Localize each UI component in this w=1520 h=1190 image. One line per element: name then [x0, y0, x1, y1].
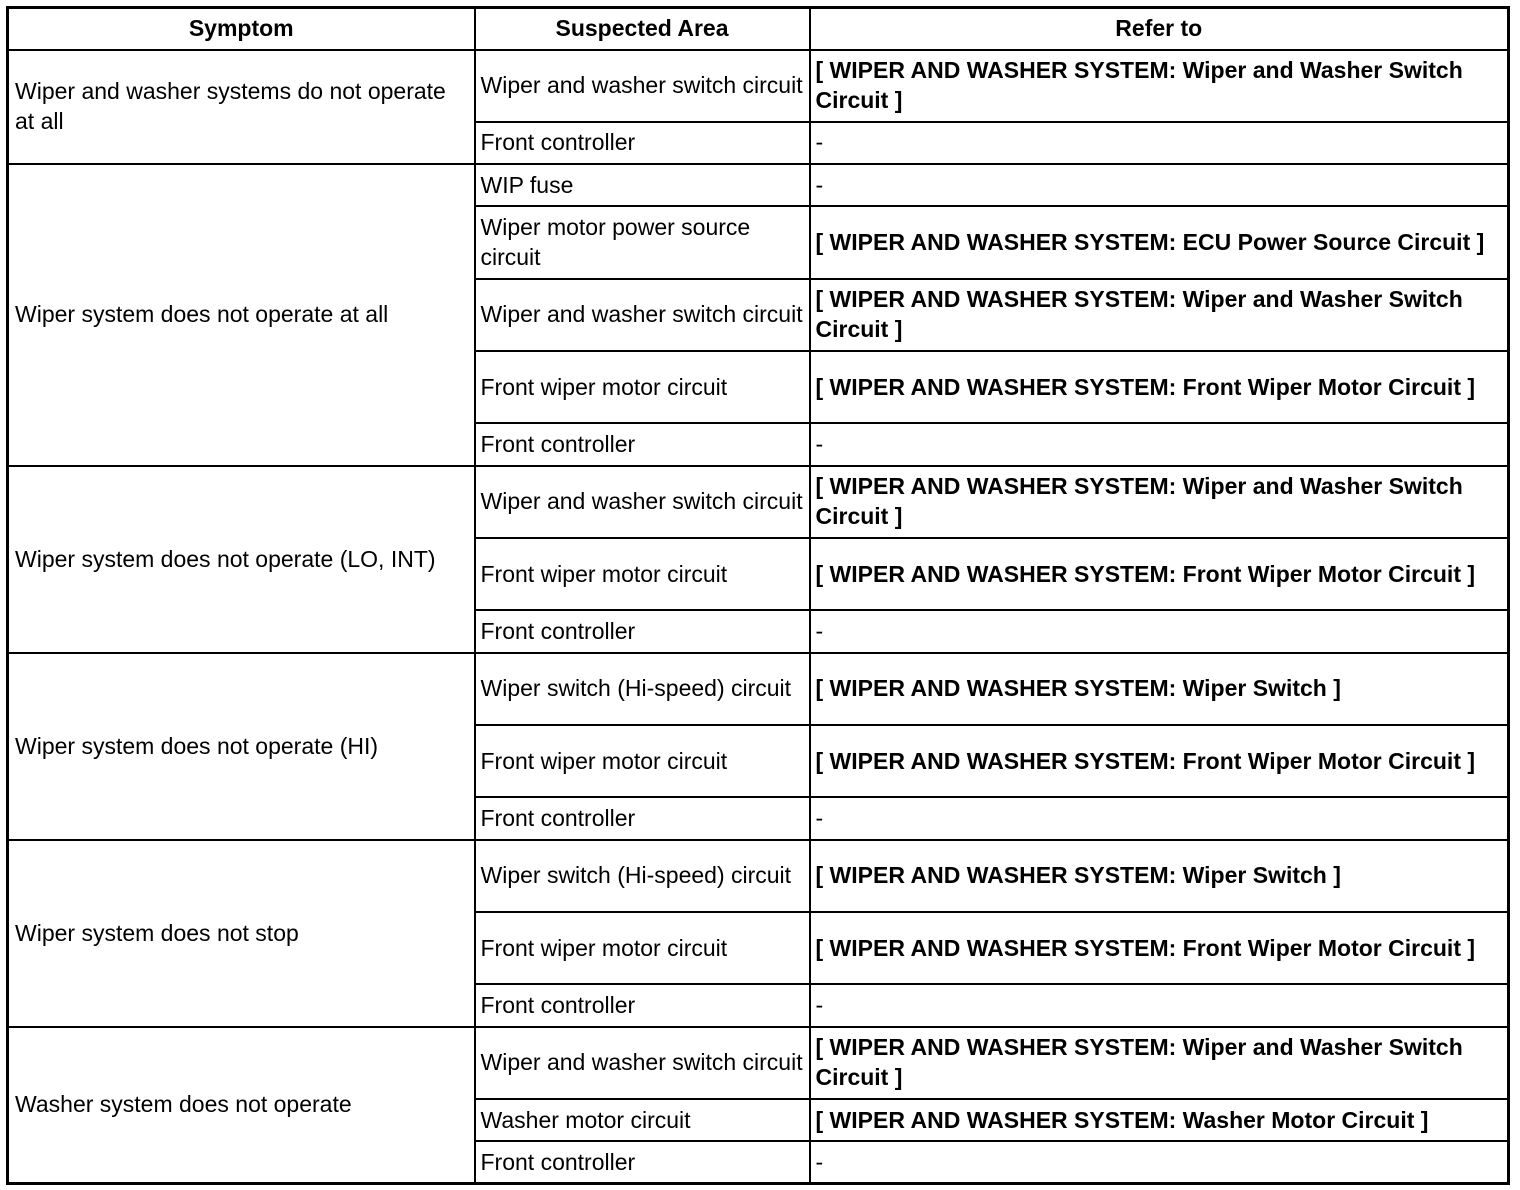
refer-to-link[interactable]: [ WIPER AND WASHER SYSTEM: Wiper and Washer Switch Circuit ] — [810, 466, 1509, 538]
suspected-area-cell: Front wiper motor circuit — [475, 538, 810, 610]
refer-to-link[interactable]: [ WIPER AND WASHER SYSTEM: Wiper and Washer Switch Circuit ] — [810, 1027, 1509, 1099]
refer-to-link[interactable]: [ WIPER AND WASHER SYSTEM: Front Wiper Motor Circuit ] — [810, 538, 1509, 610]
suspected-area-cell: Wiper switch (Hi-speed) circuit — [475, 653, 810, 725]
suspected-area-cell: Wiper and washer switch circuit — [475, 279, 810, 351]
header-suspected-area: Suspected Area — [475, 8, 810, 50]
refer-to-cell: - — [810, 1141, 1509, 1183]
suspected-area-cell: Front controller — [475, 1141, 810, 1183]
table-row — [8, 1027, 1509, 1099]
table-row — [8, 164, 1509, 206]
suspected-area-cell: Wiper switch (Hi-speed) circuit — [475, 840, 810, 912]
suspected-area-cell: Front wiper motor circuit — [475, 351, 810, 423]
header-symptom: Symptom — [8, 8, 475, 50]
suspected-area-cell: Front wiper motor circuit — [475, 912, 810, 984]
suspected-area-cell: Wiper motor power source circuit — [475, 206, 810, 278]
refer-to-link[interactable]: [ WIPER AND WASHER SYSTEM: ECU Power Source Circuit ] — [810, 206, 1509, 278]
header-row — [8, 8, 1509, 50]
table-row — [8, 840, 1509, 912]
refer-to-cell: - — [810, 122, 1509, 164]
suspected-area-cell: Wiper and washer switch circuit — [475, 466, 810, 538]
symptom-cell: Wiper system does not operate (LO, INT) — [8, 466, 475, 653]
refer-to-cell: - — [810, 610, 1509, 652]
table-row — [8, 466, 1509, 538]
troubleshooting-table — [6, 6, 1510, 1185]
suspected-area-cell: Wiper and washer switch circuit — [475, 50, 810, 122]
refer-to-link[interactable]: [ WIPER AND WASHER SYSTEM: Front Wiper Motor Circuit ] — [810, 725, 1509, 797]
symptom-cell: Wiper system does not operate at all — [8, 164, 475, 466]
refer-to-cell: - — [810, 423, 1509, 465]
refer-to-cell: - — [810, 797, 1509, 839]
symptom-cell: Wiper and washer systems do not operate at all — [8, 50, 475, 165]
refer-to-link[interactable]: [ WIPER AND WASHER SYSTEM: Wiper Switch ] — [810, 840, 1509, 912]
symptom-cell: Wiper system does not operate (HI) — [8, 653, 475, 840]
suspected-area-cell: Front controller — [475, 797, 810, 839]
suspected-area-cell: Front controller — [475, 610, 810, 652]
table-row — [8, 50, 1509, 122]
suspected-area-cell: WIP fuse — [475, 164, 810, 206]
refer-to-link[interactable]: [ WIPER AND WASHER SYSTEM: Washer Motor Circuit ] — [810, 1099, 1509, 1141]
refer-to-cell: - — [810, 164, 1509, 206]
refer-to-link[interactable]: [ WIPER AND WASHER SYSTEM: Front Wiper Motor Circuit ] — [810, 912, 1509, 984]
table-row — [8, 653, 1509, 725]
symptom-cell: Wiper system does not stop — [8, 840, 475, 1027]
suspected-area-cell: Washer motor circuit — [475, 1099, 810, 1141]
refer-to-cell: - — [810, 984, 1509, 1026]
refer-to-link[interactable]: [ WIPER AND WASHER SYSTEM: Wiper and Washer Switch Circuit ] — [810, 50, 1509, 122]
refer-to-link[interactable]: [ WIPER AND WASHER SYSTEM: Wiper and Washer Switch Circuit ] — [810, 279, 1509, 351]
suspected-area-cell: Wiper and washer switch circuit — [475, 1027, 810, 1099]
suspected-area-cell: Front controller — [475, 984, 810, 1026]
refer-to-link[interactable]: [ WIPER AND WASHER SYSTEM: Front Wiper Motor Circuit ] — [810, 351, 1509, 423]
suspected-area-cell: Front controller — [475, 423, 810, 465]
suspected-area-cell: Front wiper motor circuit — [475, 725, 810, 797]
refer-to-link[interactable]: [ WIPER AND WASHER SYSTEM: Wiper Switch ] — [810, 653, 1509, 725]
symptom-cell: Washer system does not operate — [8, 1027, 475, 1184]
suspected-area-cell: Front controller — [475, 122, 810, 164]
header-refer-to: Refer to — [810, 8, 1509, 50]
